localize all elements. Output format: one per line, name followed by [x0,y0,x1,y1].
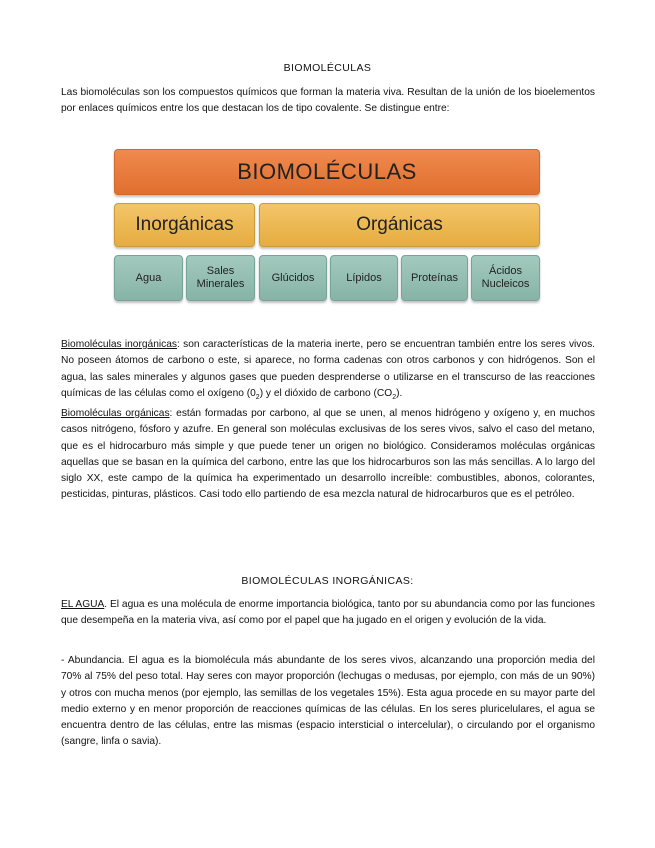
biomolecules-diagram [114,149,540,303]
diagram-group-inorganicas: Inorgánicas [114,203,255,247]
diagram-root-box: BIOMOLÉCULAS [114,149,540,195]
organic-term: Biomoléculas orgánicas [61,408,170,419]
diagram-leaf-agua: Agua [114,255,183,301]
intro-paragraph: Las biomoléculas son los compuestos químicos que forman la materia viva. Resultan de la unión de los bioelementos por enlaces químicos entre los que destacan los de tipo covalente. Se distingue entre: [61,87,595,115]
diagram-leaf-sales-minerales: Sales Minerales [186,255,255,301]
water-text: . El agua es una molécula de enorme importancia biológica, tanto por su abundancia como por las funciones que desempeña en la materia viva, así como por el papel que ha jugado en el origen y evolución de la vida. [61,599,595,627]
organic-paragraph [61,406,595,504]
co2-subscript: 2 [392,393,397,401]
inorganic-text-c: ). [396,387,403,399]
page-title: BIOMOLÉCULAS [283,62,372,74]
section-heading-inorganicas: BIOMOLÉCULAS INORGÁNICAS: [241,575,414,587]
water-term: EL AGUA [61,599,105,610]
inorganic-paragraph [61,337,595,402]
diagram-group-organicas: Orgánicas [259,203,540,247]
diagram-leaf-glucidos: Glúcidos [259,255,327,301]
inorganic-text-a: : son características de la materia inerte, pero se encuentran también entre los seres vivos. No poseen átomos de carbono o este, si aparece, no forma cadenas con otros carbonos y con hidrógenos. Son el agua, las sales minerales y algunos gases que pueden desprenderse o utilizarse en el transcurso de las reacciones químicas de las células como el oxígeno (0 [61,339,595,399]
diagram-leaf-acidos-nucleicos: Ácidos Nucleicos [471,255,540,301]
water-paragraph [61,597,595,630]
diagram-leaf-lipidos: Lípidos [330,255,398,301]
organic-text: : están formadas por carbono, al que se unen, al menos hidrógeno y oxígeno y, en muchos casos nitrógeno, fósforo y azufre. En general son moléculas exclusivas de los seres vivos, salvo el caso del metano, que es el hidrocarburo más simple y que puede tener un origen no biológico. Consideramos moléculas orgánicas aquellas que se basan en la química del carbono, entre las que los hidrocarburos son las más sencillas. A lo largo del siglo XX, este campo de la química ha experimentado un desarrollo increíble: combustibles, abonos, colorantes, pesticidas, pinturas, plásticos. Casi todo ello partiendo de esa mezcla natural de hidrocarburos que es el petróleo. [61,408,595,501]
abundance-paragraph: - Abundancia. El agua es la biomolécula más abundante de los seres vivos, alcanzando una proporción media del 70% al 75% del peso total. Hay seres con mayor proporción (lechugas o medusas, por ejemplo, con más de un 90%) y otros con mucha menos (por ejemplo, las semillas de los vegetales 15%). Esta agua procede en su mayor parte del medio externo y en menor proporción de reacciones químicas de las células. En los seres pluricelulares, el agua se encuentra dentro de las células, entre las mismas (espacio intersticial o intercelular), o circulando por el organismo (sangre, linfa o savia). [61,655,595,748]
inorganic-term: Biomoléculas inorgánicas [61,339,177,350]
inorganic-text-b: ) y el dióxido de carbono (CO [259,387,393,399]
diagram-leaf-proteinas: Proteínas [401,255,468,301]
oxygen-subscript: 2 [255,393,260,401]
